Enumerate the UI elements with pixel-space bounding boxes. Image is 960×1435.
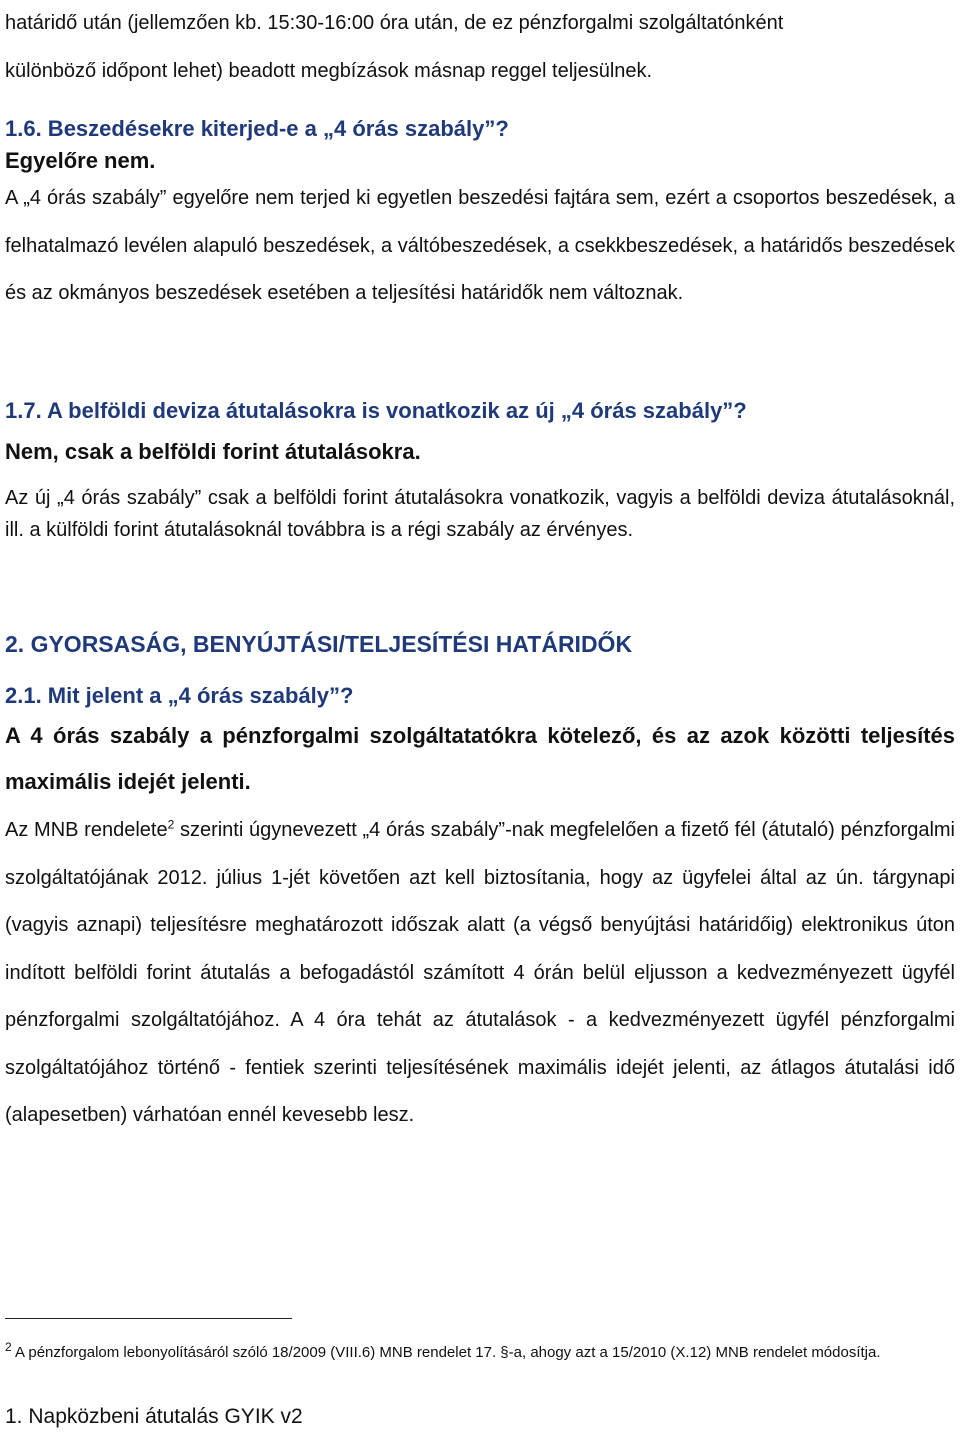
section-1-7-heading: 1.7. A belföldi deviza átutalásokra is vonatkozik az új „4 órás szabály”? <box>5 398 747 423</box>
intro-line-1: határidő után (jellemzően kb. 15:30-16:00 óra után, de ez pénzforgalmi szolgáltatónként <box>5 12 784 34</box>
section-1-7-answer: Nem, csak a belföldi forint átutalásokra. <box>5 439 421 464</box>
section-2-1-body-rest: szerinti úgynevezett „4 órás szabály”-nak megfelelően a fizető fél (átutaló) pénzforgalmi szolgáltatójának 2012. július 1-jét követően azt kell biztosítania, hogy az ügyfelei által az ún. tárgynapi (vagyis aznapi) teljesítésre meghatározott időszak alatt (a végső benyújtási határidőig) elektronikus úton indított belföldi forint átutalás a befogadástól számított 4 órán belül eljusson a kedvezményezett ügyfél pénzforgalmi szolgáltatójához. A 4 óra tehát az átutalások - a kedvezményezett ügyfél pénzforgalmi szolgáltatójához történő - fentiek szerinti teljesítésének maximális idejét jelenti, az átlagos átutalási idő (alapesetben) várhatóan ennél kevesebb lesz. <box>5 819 955 1126</box>
page-footer: 1. Napközbeni átutalás GYIK v2 <box>5 1405 303 1428</box>
section-2-1-answer: A 4 órás szabály a pénzforgalmi szolgáltatatókra kötelező, és az azok közötti teljesítés maximális idejét jelenti. <box>5 723 955 794</box>
section-1-6-answer: Egyelőre nem. <box>5 148 156 173</box>
section-1-6-body: A „4 órás szabály” egyelőre nem terjed ki egyetlen beszedési fajtára sem, ezért a csoportos beszedések, a felhatalmazó levélen alapuló beszedések, a váltóbeszedések, a csekkbeszedések, a határidős beszedések és az okmányos beszedések esetében a teljesítési határidők nem változnak. <box>5 187 955 304</box>
footnote-mark: 2 <box>5 1340 12 1354</box>
footnote <box>5 1337 955 1369</box>
footnote-divider <box>5 1318 292 1319</box>
intro-paragraph <box>5 0 955 95</box>
section-1-7-body: Az új „4 órás szabály” csak a belföldi forint átutalásokra vonatkozik, vagyis a belföldi deviza átutalásoknál, ill. a külföldi forint átutalásoknál továbbra is a régi szabály az érvényes. <box>5 487 955 541</box>
footnote-reference[interactable]: 2 <box>167 817 175 832</box>
section-1-6-heading: 1.6. Beszedésekre kiterjed-e a „4 órás szabály”? <box>5 116 509 141</box>
section-2-1-heading: 2.1. Mit jelent a „4 órás szabály”? <box>5 683 354 708</box>
section-2-heading: 2. GYORSASÁG, BENYÚJTÁSI/TELJESÍTÉSI HATÁRIDŐK <box>5 631 633 657</box>
section-2-1-body <box>5 807 955 1140</box>
section-2-1-body-start: Az MNB rendelete <box>5 819 168 841</box>
intro-line-2: különböző időpont lehet) beadott megbízások másnap reggel teljesülnek. <box>5 59 653 82</box>
footnote-text: A pénzforgalom lebonyolításáról szóló 18/2009 (VIII.6) MNB rendelet 17. §-a, ahogy azt a 15/2010 (X.12) MNB rendelet módosítja. <box>11 1344 881 1361</box>
